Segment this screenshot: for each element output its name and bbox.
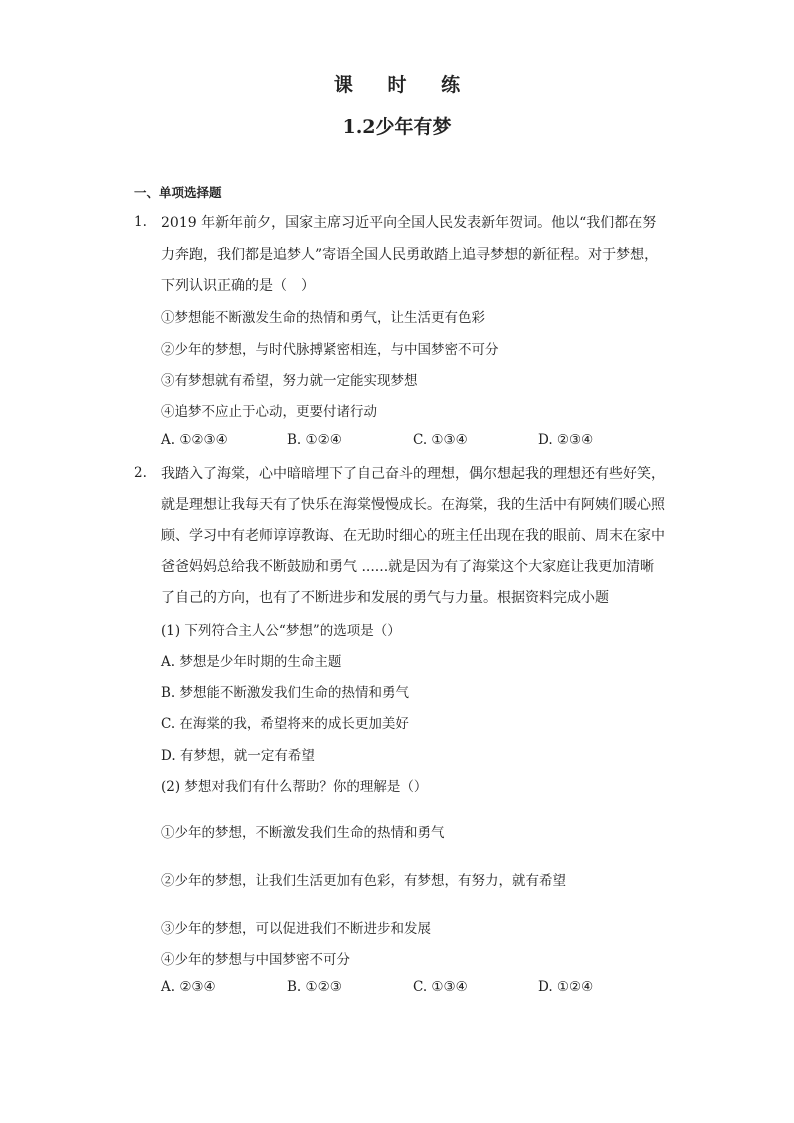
question-1-stem-line-2: 力奔跑，我们都是追梦人”寄语全国人民勇敢踏上追寻梦想的新征程。对于梦想， [161, 247, 659, 263]
question-2-sub2-option-c[interactable]: C. ①③④ [413, 979, 468, 995]
question-1-statement-2: ②少年的梦想，与时代脉搏紧密相连，与中国梦密不可分 [161, 342, 499, 358]
question-2-sub2-option-d[interactable]: D. ①②④ [538, 979, 594, 995]
question-2-sub2-prompt: (2) 梦想对我们有什么帮助？你的理解是（） [161, 779, 428, 795]
question-1-statement-1: ①梦想能不断激发生命的热情和勇气，让生活更有色彩 [161, 310, 485, 326]
question-2-sub2-statement-2: ②少年的梦想，让我们生活更加有色彩，有梦想，有努力，就有希望 [161, 873, 566, 889]
question-2-passage-line-4: 爸爸妈妈总给我不断鼓励和勇气 ......就是因为有了海棠这个大家庭让我更加清晰 [161, 559, 655, 575]
question-1-option-a[interactable]: A. ①②③④ [161, 432, 228, 448]
section-heading: 一、单项选择题 [134, 185, 222, 200]
question-2-sub1-option-d[interactable]: D. 有梦想，就一定有希望 [161, 748, 315, 764]
question-2-sub2-statement-3: ③少年的梦想，可以促进我们不断进步和发展 [161, 921, 431, 937]
question-2-passage-line-2: 就是理想让我每天有了快乐在海棠慢慢成长。在海棠，我的生活中有阿姨们暖心照 [161, 497, 665, 513]
question-2-number: 2. [134, 465, 147, 481]
question-1-stem-line-3: 下列认识正确的是（ ） [161, 278, 315, 294]
question-2-passage-line-1: 我踏入了海棠，心中暗暗埋下了自己奋斗的理想，偶尔想起我的理想还有些好笑， [161, 466, 665, 482]
question-1-number: 1. [134, 214, 147, 230]
question-1-option-c[interactable]: C. ①③④ [413, 432, 468, 448]
question-2-passage-line-3: 顾、学习中有老师谆谆教诲、在无助时细心的班主任出现在我的眼前、周末在家中 [161, 528, 665, 544]
question-2-sub1-prompt: (1) 下列符合主人公“梦想”的选项是（） [161, 623, 401, 639]
page-title: 课 时 练 [333, 74, 475, 96]
question-1-statement-4: ④追梦不应止于心动，更要付诸行动 [161, 404, 377, 420]
question-2-sub2-option-b[interactable]: B. ①②③ [287, 979, 342, 995]
question-1-option-d[interactable]: D. ②③④ [538, 432, 594, 448]
question-1-statement-3: ③有梦想就有希望，努力就一定能实现梦想 [161, 373, 418, 389]
question-2-sub1-option-a[interactable]: A. 梦想是少年时期的生命主题 [161, 654, 342, 670]
question-1-stem-line-1: 2019 年新年前夕，国家主席习近平向全国人民发表新年贺词。他以“我们都在努 [161, 215, 657, 231]
question-1-option-b[interactable]: B. ①②④ [287, 432, 342, 448]
question-2-passage-line-5: 了自己的方向，也有了不断进步和发展的勇气与力量。根据资料完成小题 [161, 590, 609, 606]
lesson-title: 1.2少年有梦 [342, 116, 452, 138]
question-2-sub1-option-c[interactable]: C. 在海棠的我，希望将来的成长更加美好 [161, 716, 409, 732]
question-2-sub2-option-a[interactable]: A. ②③④ [161, 979, 216, 995]
question-2-sub1-option-b[interactable]: B. 梦想能不断激发我们生命的热情和勇气 [161, 685, 410, 701]
question-2-sub2-statement-1: ①少年的梦想，不断激发我们生命的热情和勇气 [161, 825, 445, 841]
question-2-sub2-statement-4: ④少年的梦想与中国梦密不可分 [161, 952, 350, 968]
